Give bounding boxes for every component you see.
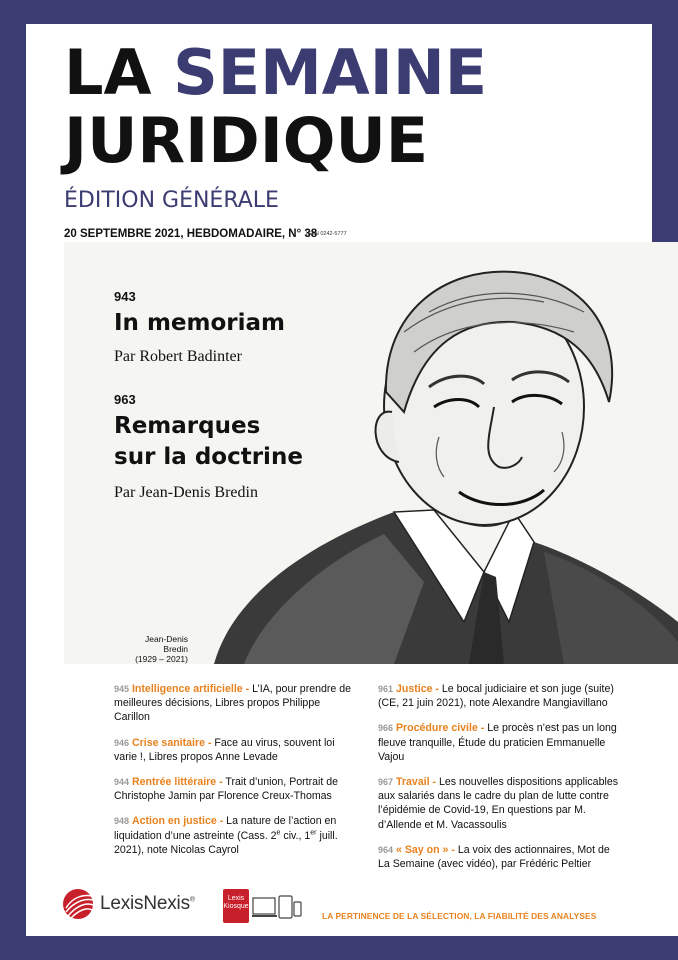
lexisnexis-logo[interactable] (62, 888, 195, 920)
issn-label: ISSN 0242-5777 (306, 231, 347, 237)
toc-entry[interactable] (114, 814, 354, 857)
toc-entry-text: Face au virus, souvent loi varie !, Libres propos Anne Levade (114, 736, 335, 763)
toc-entry-text: Trait d’union, Portrait de Christophe Jamin par Florence Creux-Thomas (114, 776, 339, 803)
masthead-semaine: SEMAINE (173, 36, 488, 109)
toc-entry-topic: Justice - (395, 683, 439, 695)
lexisnexis-sphere-icon (62, 888, 94, 920)
toc-entry-number: 966 (378, 723, 394, 734)
tagline: LA PERTINENCE DE LA SÉLECTION, LA FIABILITÉ DES ANALYSES (322, 911, 597, 921)
toc-entry[interactable] (114, 682, 354, 725)
masthead-line-1 (64, 36, 488, 109)
kiosque-line-2: Kiosque (223, 902, 249, 910)
toc-entry-text: Le bocal judiciaire et son juge (suite) (CE, 21 juin 2021), note Alexandre Mangiavillano (378, 683, 614, 710)
toc-entry-topic: Travail - (395, 776, 437, 789)
featured-number-2: 963 (114, 392, 136, 407)
issue-dateline: 20 SEPTEMBRE 2021, HEBDOMADAIRE, N° 38 (64, 228, 318, 240)
edition-label: ÉDITION GÉNÉRALE (64, 188, 279, 213)
toc-entry-text: civ., 1 (280, 829, 311, 842)
toc-left-column (114, 682, 354, 868)
featured-author-1: Par Robert Badinter (114, 348, 242, 365)
toc-entry-number: 944 (114, 777, 130, 788)
lexisnexis-wordmark (100, 893, 195, 915)
featured-title-1[interactable]: In memoriam (114, 310, 285, 336)
toc-entry-text: Les nouvelles dispositions applicables aux salariés dans le cadre du plan de lutte contre l’épidémie de Covid-19, En questions par M. d’Allende et M. Vacassoulis (378, 776, 619, 831)
toc-entry-superscript: er (310, 829, 317, 837)
toc-entry-superscript: e (276, 829, 281, 837)
brand-name: LexisNexis (100, 893, 190, 914)
toc-entry-topic: Intelligence artificielle - (131, 683, 250, 695)
devices-icon (252, 894, 302, 922)
toc-entry-text: juill. 2021), note Nicolas Cayrol (114, 829, 338, 856)
masthead-juridique: JURIDIQUE (64, 104, 429, 177)
caption-dates: (1929 – 2021) (135, 654, 188, 665)
toc-entry-text: Le procès n’est pas un long fleuve tranquille, Étude du praticien Emmanuelle Vajou (378, 722, 617, 763)
toc-entry-topic: Action en justice - (131, 815, 224, 828)
navy-band (652, 24, 678, 242)
toc-entry-number: 964 (378, 844, 394, 855)
toc-entry-text: La nature de l’action en liquidation d’une astreinte (Cass. 2 (114, 815, 337, 842)
toc-entry[interactable] (378, 843, 624, 871)
toc-entry-number: 948 (114, 816, 130, 827)
toc-entry-text: L’IA, pour prendre de meilleures décisions, Libres propos Philippe Carillon (114, 683, 352, 724)
toc-entry[interactable] (378, 682, 624, 710)
featured-number-1: 943 (114, 289, 136, 304)
caption-name: Jean-Denis Bredin (145, 634, 188, 655)
featured-title-2-line-2[interactable]: sur la doctrine (114, 444, 303, 470)
masthead-la: LA (64, 36, 152, 109)
toc-entry[interactable] (114, 775, 354, 803)
toc-entry-number: 945 (114, 684, 130, 694)
featured-title-2-line-1[interactable]: Remarques (114, 413, 261, 439)
toc-entry-topic: Procédure civile - (395, 722, 485, 735)
toc-right-column (378, 682, 624, 882)
toc-entry-number: 946 (114, 737, 130, 748)
toc-entry-text: La voix des actionnaires, Mot de La Semaine (avec vidéo), par Frédéric Peltier (378, 843, 610, 871)
registered-mark: ® (189, 896, 195, 904)
toc-entry-topic: Rentrée littéraire - (131, 776, 223, 789)
lexis-kiosque-badge[interactable] (223, 889, 249, 923)
toc-entry[interactable] (114, 736, 354, 764)
featured-author-2: Par Jean-Denis Bredin (114, 484, 258, 501)
toc-entry-topic: Crise sanitaire - (131, 736, 212, 749)
kiosque-line-1: Lexis (227, 895, 245, 902)
toc-entry[interactable] (378, 775, 624, 832)
toc-entry[interactable] (378, 721, 624, 764)
toc-entry-topic: « Say on » - (395, 843, 455, 856)
portrait-caption (122, 634, 188, 665)
toc-entry-number: 961 (378, 684, 394, 694)
toc-entry-number: 967 (378, 777, 394, 788)
